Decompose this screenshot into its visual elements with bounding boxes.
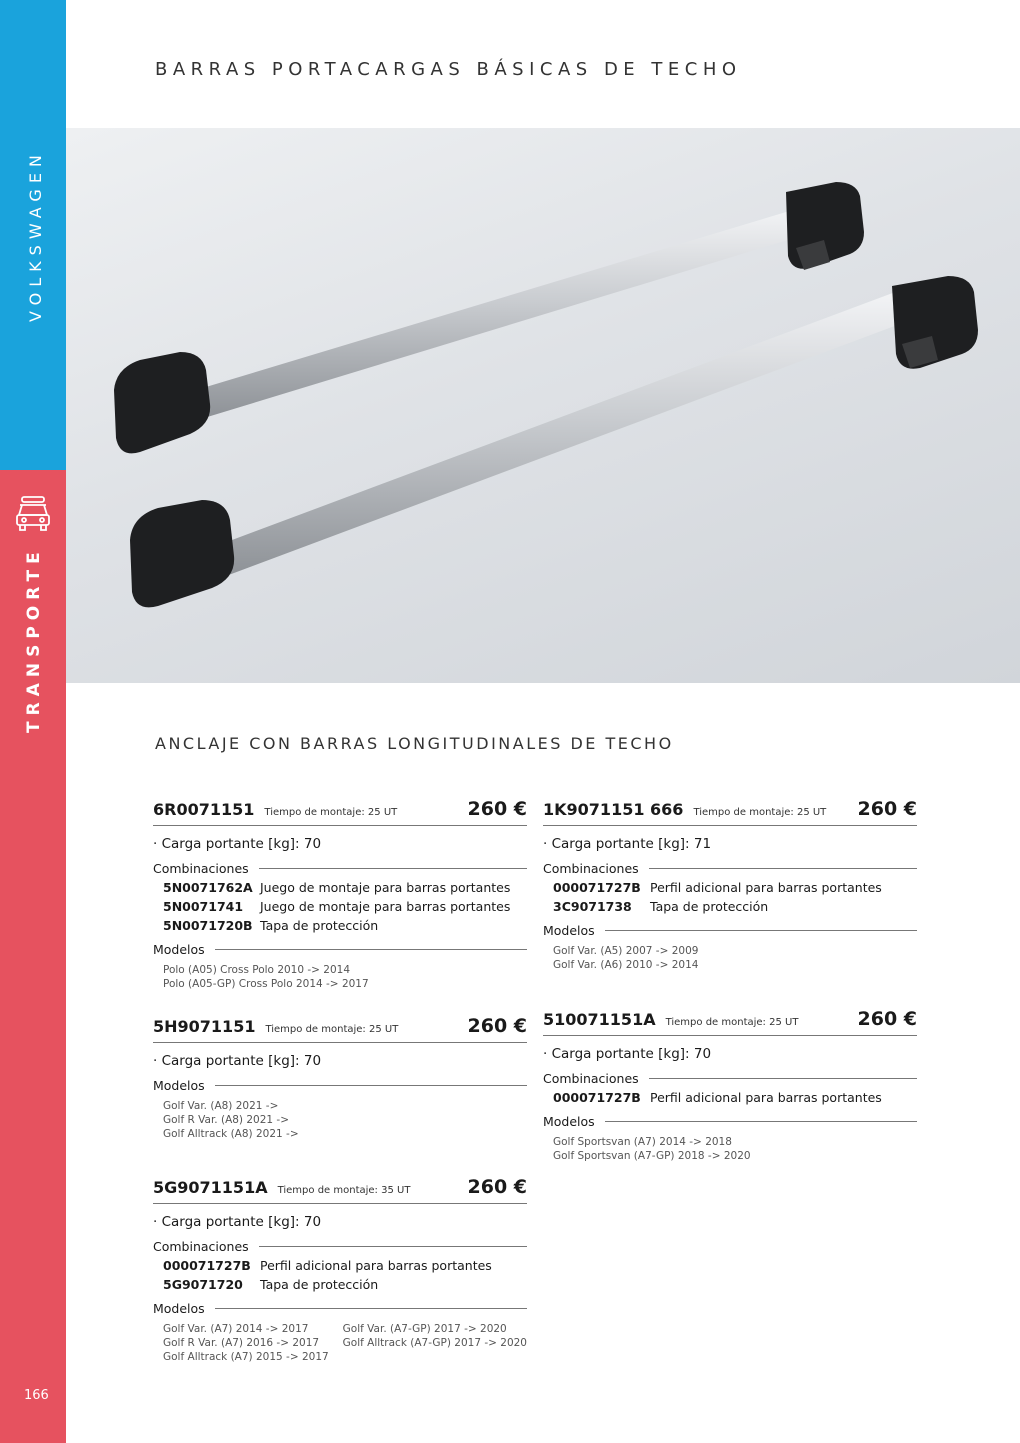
model-item: Polo (A05) Cross Polo 2010 -> 2014 [163,964,351,976]
product-code: 510071151A [543,1010,656,1029]
product-code: 5G9071151A [153,1178,268,1197]
combination-code: 5N0071762A [163,880,253,895]
combination-row [153,918,527,933]
mounting-time: Tiempo de montaje: 35 UT [277,1185,411,1196]
load-capacity: · Carga portante [kg]: 70 [153,1053,322,1069]
model-item: Golf Var. (A8) 2021 -> [163,1100,279,1112]
roof-bar-front [216,288,916,576]
combination-row [153,1258,527,1273]
combinations-heading [543,861,917,876]
product-card-1k9071151-666 [543,798,917,972]
models-heading [153,1078,527,1093]
model-item: Golf Var. (A7-GP) 2017 -> 2020 [342,1323,507,1335]
combinations-heading [543,1071,917,1086]
combinations-label: Combinaciones [543,861,639,876]
product-code: 5H9071151 [153,1017,256,1036]
combination-code: 5N0071741 [163,899,244,914]
combination-row [543,899,917,914]
models-list [543,1135,917,1163]
load-capacity: · Carga portante [kg]: 70 [543,1046,712,1062]
price: 260 € [857,798,917,820]
models-heading [153,1301,527,1316]
mounting-time: Tiempo de montaje: 25 UT [665,1017,799,1028]
combinations-label: Combinaciones [153,861,249,876]
category-label: TRANSPORTE [24,546,44,733]
combination-code: 000071727B [553,1090,641,1105]
combination-desc: Perfil adicional para barras portantes [650,880,882,895]
models-heading [543,1114,917,1129]
brand-label: VOLKSWAGEN [26,149,45,322]
combination-row [153,1277,527,1292]
page-number: 166 [24,1388,49,1403]
model-item: Golf Alltrack (A7-GP) 2017 -> 2020 [342,1337,527,1349]
models-list [153,1099,527,1141]
combination-row [153,899,527,914]
combination-desc: Tapa de protección [650,899,769,914]
models-list [543,944,917,972]
combination-desc: Juego de montaje para barras portantes [260,880,511,895]
model-item: Polo (A05-GP) Cross Polo 2014 -> 2017 [163,978,369,990]
combination-code: 000071727B [163,1258,251,1273]
price: 260 € [857,1008,917,1030]
load-capacity: · Carga portante [kg]: 71 [543,836,712,852]
product-code: 6R0071151 [153,800,255,819]
product-code: 1K9071151 666 [543,800,684,819]
combination-desc: Perfil adicional para barras portantes [650,1090,882,1105]
combination-desc: Tapa de protección [260,918,379,933]
combination-desc: Tapa de protección [260,1277,379,1292]
page-title: BARRAS PORTACARGAS BÁSICAS DE TECHO [155,59,742,80]
mounting-time: Tiempo de montaje: 25 UT [693,807,827,818]
models-label: Modelos [153,1078,205,1093]
price: 260 € [467,798,527,820]
combinations-heading [153,1239,527,1254]
models-list [153,1322,527,1364]
model-item: Golf Alltrack (A8) 2021 -> [163,1128,299,1140]
combination-desc: Juego de montaje para barras portantes [260,899,511,914]
combinations-heading [153,861,527,876]
section-title: ANCLAJE CON BARRAS LONGITUDINALES DE TECHO [155,734,674,753]
models-list [153,963,527,991]
mounting-time: Tiempo de montaje: 25 UT [265,1024,399,1035]
load-capacity: · Carga portante [kg]: 70 [153,836,322,852]
combination-code: 5N0071720B [163,918,253,933]
combination-row [153,880,527,895]
models-label: Modelos [543,923,595,938]
combinations-label: Combinaciones [153,1239,249,1254]
model-item: Golf Sportsvan (A7-GP) 2018 -> 2020 [553,1150,751,1162]
models-heading [153,942,527,957]
mounting-time: Tiempo de montaje: 25 UT [264,807,398,818]
models-label: Modelos [543,1114,595,1129]
models-label: Modelos [153,942,205,957]
models-label: Modelos [153,1301,205,1316]
product-photo [66,128,1020,683]
model-item: Golf R Var. (A7) 2016 -> 2017 [163,1337,320,1349]
model-item: Golf Var. (A6) 2010 -> 2014 [553,959,699,971]
product-card-6r0071151 [153,798,527,991]
model-item: Golf R Var. (A8) 2021 -> [163,1114,290,1126]
combination-desc: Perfil adicional para barras portantes [260,1258,492,1273]
price: 260 € [467,1176,527,1198]
model-item: Golf Var. (A5) 2007 -> 2009 [553,945,699,957]
combination-row [543,1090,917,1105]
combination-code: 5G9071720 [163,1277,243,1292]
combination-row [543,880,917,895]
price: 260 € [467,1015,527,1037]
model-item: Golf Sportsvan (A7) 2014 -> 2018 [553,1136,732,1148]
car-roof-rack-icon [12,493,54,535]
combinations-label: Combinaciones [543,1071,639,1086]
product-card-510071151a [543,1008,917,1163]
model-item: Golf Alltrack (A7) 2015 -> 2017 [163,1351,329,1363]
combination-code: 3C9071738 [553,899,632,914]
combination-code: 000071727B [553,880,641,895]
model-item: Golf Var. (A7) 2014 -> 2017 [163,1323,309,1335]
load-capacity: · Carga portante [kg]: 70 [153,1214,322,1230]
product-card-5h9071151 [153,1015,527,1141]
product-card-5g9071151a [153,1176,527,1364]
models-heading [543,923,917,938]
